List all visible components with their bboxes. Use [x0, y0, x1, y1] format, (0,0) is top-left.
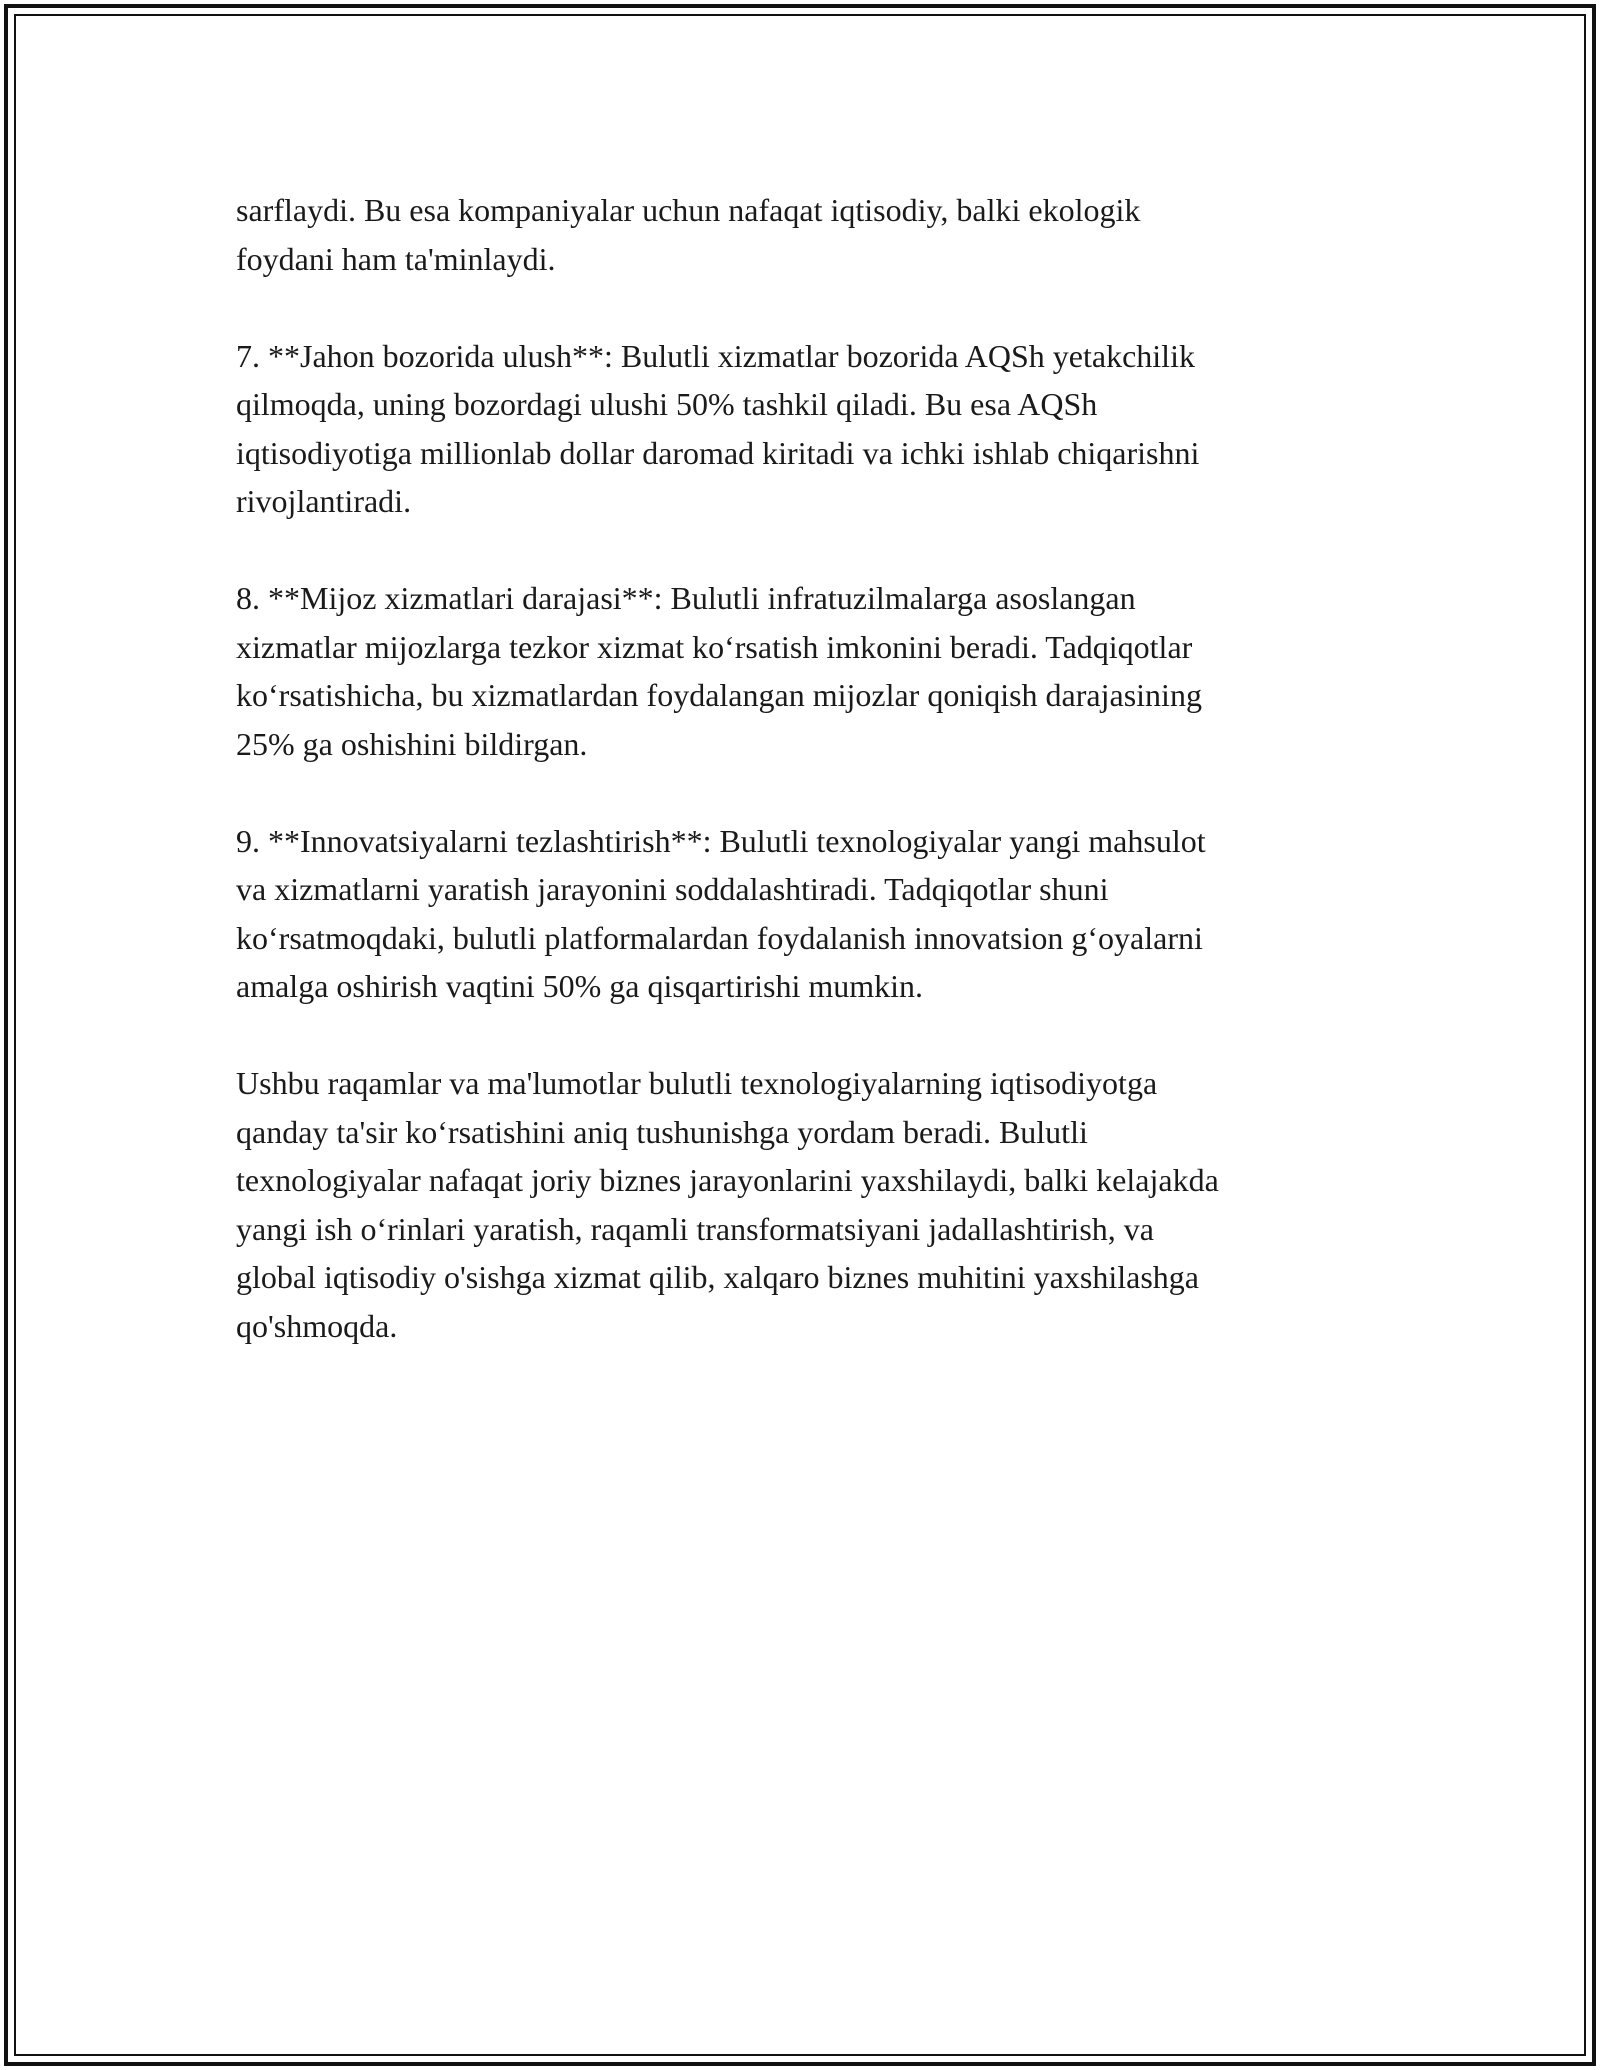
paragraph-item-9: 9. **Innovatsiyalarni tezlashtirish**: Bulutli texnologiyalar yangi mahsulot va xizmatlarni yaratish jarayonini soddalashtiradi. Tadqiqotlar shuni ko‘rsatmoqdaki, bulutli platformalardan foydalanish innovatsion g‘oyalarni amalga oshirish vaqtini 50% ga qisqartirishi mumkin.	[236, 822, 1206, 1004]
paragraph-item-7: 7. **Jahon bozorida ulush**: Bulutli xizmatlar bozorida AQSh yetakchilik qilmoqda, uning bozordagi ulushi 50% tashkil qiladi. Bu esa AQSh iqtisodiyotiga millionlab dollar daromad kiritadi va ichki ishlab chiqarishni rivojlantiradi.	[236, 337, 1200, 519]
paragraph-item-8: 8. **Mijoz xizmatlari darajasi**: Bulutli infratuzilmalarga asoslangan xizmatlar mijozlarga tezkor xizmat ko‘rsatish imkonini beradi. Tadqiqotlar ko‘rsatishicha, bu xizmatlardan foydalangan mijozlar qoniqish darajasining 25% ga oshishini bildirgan.	[236, 580, 1202, 762]
document-body	[236, 186, 1376, 1399]
paragraph-conclusion: Ushbu raqamlar va ma'lumotlar bulutli texnologiyalarning iqtisodiyotga qanday ta'sir ko‘rsatishini aniq tushunishga yordam beradi. Bulutli texnologiyalar nafaqat joriy biznes jarayonlarini yaxshilaydi, balki kelajakda yangi ish o‘rinlari yaratish, raqamli transformatsiyani jadallashtirish, va global iqtisodiy o'sishga xizmat qilib, xalqaro biznes muhitini yaxshilashga qo'shmoqda.	[236, 1065, 1219, 1344]
paragraph-intro-continuation: sarflaydi. Bu esa kompaniyalar uchun nafaqat iqtisodiy, balki ekologik foydani ham ta'minlaydi.	[236, 192, 1141, 277]
